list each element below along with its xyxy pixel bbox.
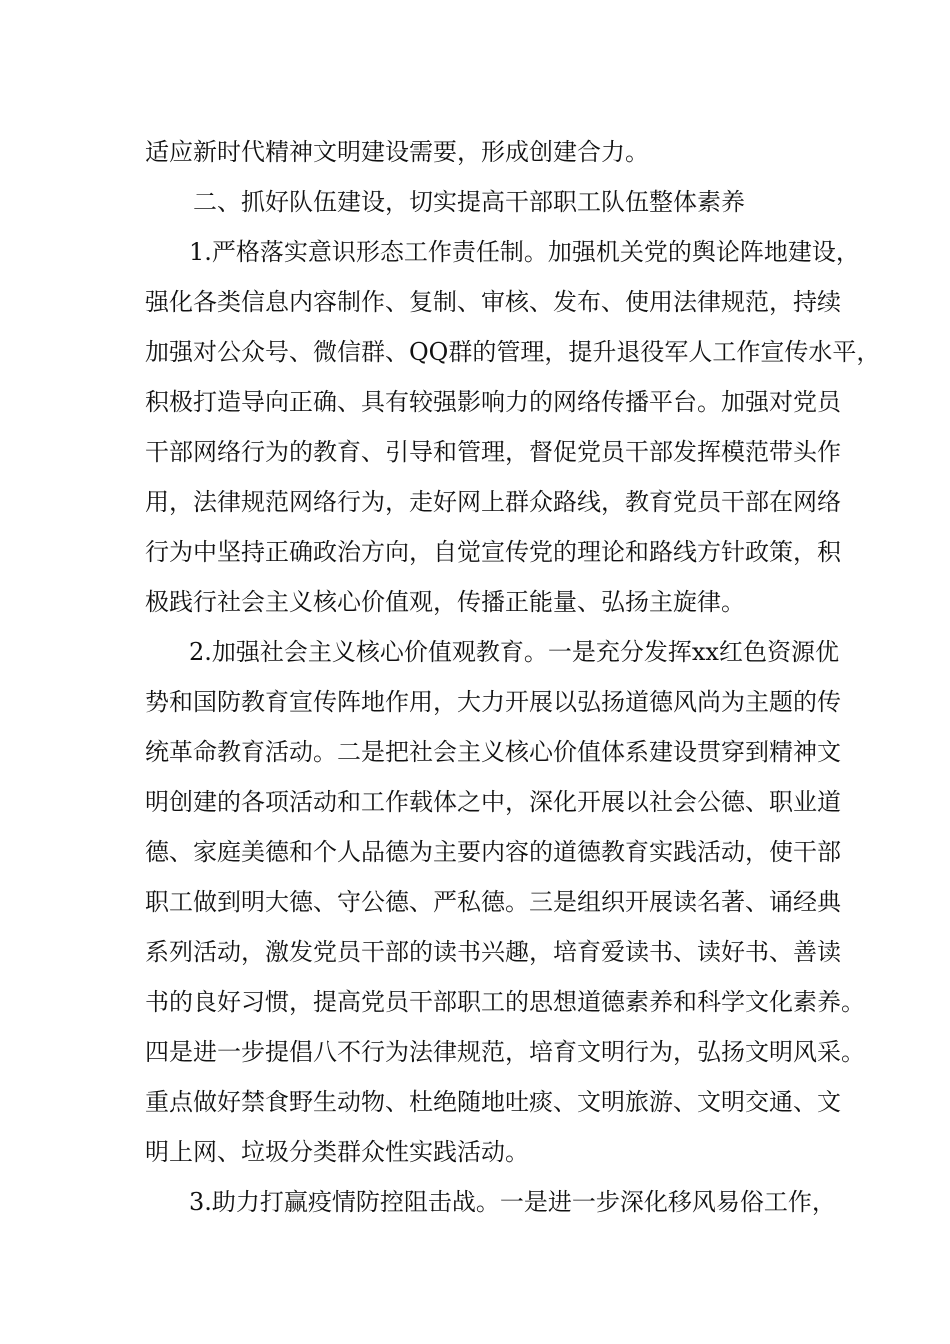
text-line: 职工做到明大德、守公德、严私德。三是组织开展读名著、诵经典: [145, 888, 841, 916]
text-line: 用，法律规范网络行为，走好网上群众路线，教育党员干部在网络: [145, 488, 841, 516]
text-line: 重点做好禁食野生动物、杜绝随地吐痰、文明旅游、文明交通、文: [145, 1088, 841, 1116]
paragraph-first-line: 1.严格落实意识形态工作责任制。加强机关党的舆论阵地建设，: [189, 238, 860, 266]
paragraph-first-line: 2.加强社会主义核心价值观教育。一是充分发挥xx红色资源优: [189, 638, 839, 666]
text-line: 系列活动，激发党员干部的读书兴趣，培育爱读书、读好书、善读: [145, 938, 841, 966]
text-line: 统革命教育活动。二是把社会主义核心价值体系建设贯穿到精神文: [145, 738, 841, 766]
text-line: 明上网、垃圾分类群众性实践活动。: [145, 1138, 529, 1166]
paragraph-first-line: 3.助力打赢疫情防控阻击战。一是进一步深化移风易俗工作，: [189, 1188, 836, 1216]
text-line: 势和国防教育宣传阵地作用，大力开展以弘扬道德风尚为主题的传: [145, 688, 841, 716]
text-line: 行为中坚持正确政治方向，自觉宣传党的理论和路线方针政策，积: [145, 538, 841, 566]
text-line: 适应新时代精神文明建设需要，形成创建合力。: [145, 138, 649, 166]
text-line: 书的良好习惯，提高党员干部职工的思想道德素养和科学文化素养。: [145, 988, 865, 1016]
text-line: 加强对公众号、微信群、QQ群的管理，提升退役军人工作宣传水平，: [145, 338, 881, 366]
text-line: 明创建的各项活动和工作载体之中，深化开展以社会公德、职业道: [145, 788, 841, 816]
text-line: 德、家庭美德和个人品德为主要内容的道德教育实践活动，使干部: [145, 838, 841, 866]
text-line: 干部网络行为的教育、引导和管理，督促党员干部发挥模范带头作: [145, 438, 841, 466]
section-heading: 二、抓好队伍建设，切实提高干部职工队伍整体素养: [193, 188, 745, 216]
text-line: 积极打造导向正确、具有较强影响力的网络传播平台。加强对党员: [145, 388, 841, 416]
text-line: 强化各类信息内容制作、复制、审核、发布、使用法律规范，持续: [145, 288, 841, 316]
text-line: 极践行社会主义核心价值观，传播正能量、弘扬主旋律。: [145, 588, 745, 616]
text-line: 四是进一步提倡八不行为法律规范，培育文明行为，弘扬文明风采。: [145, 1038, 865, 1066]
